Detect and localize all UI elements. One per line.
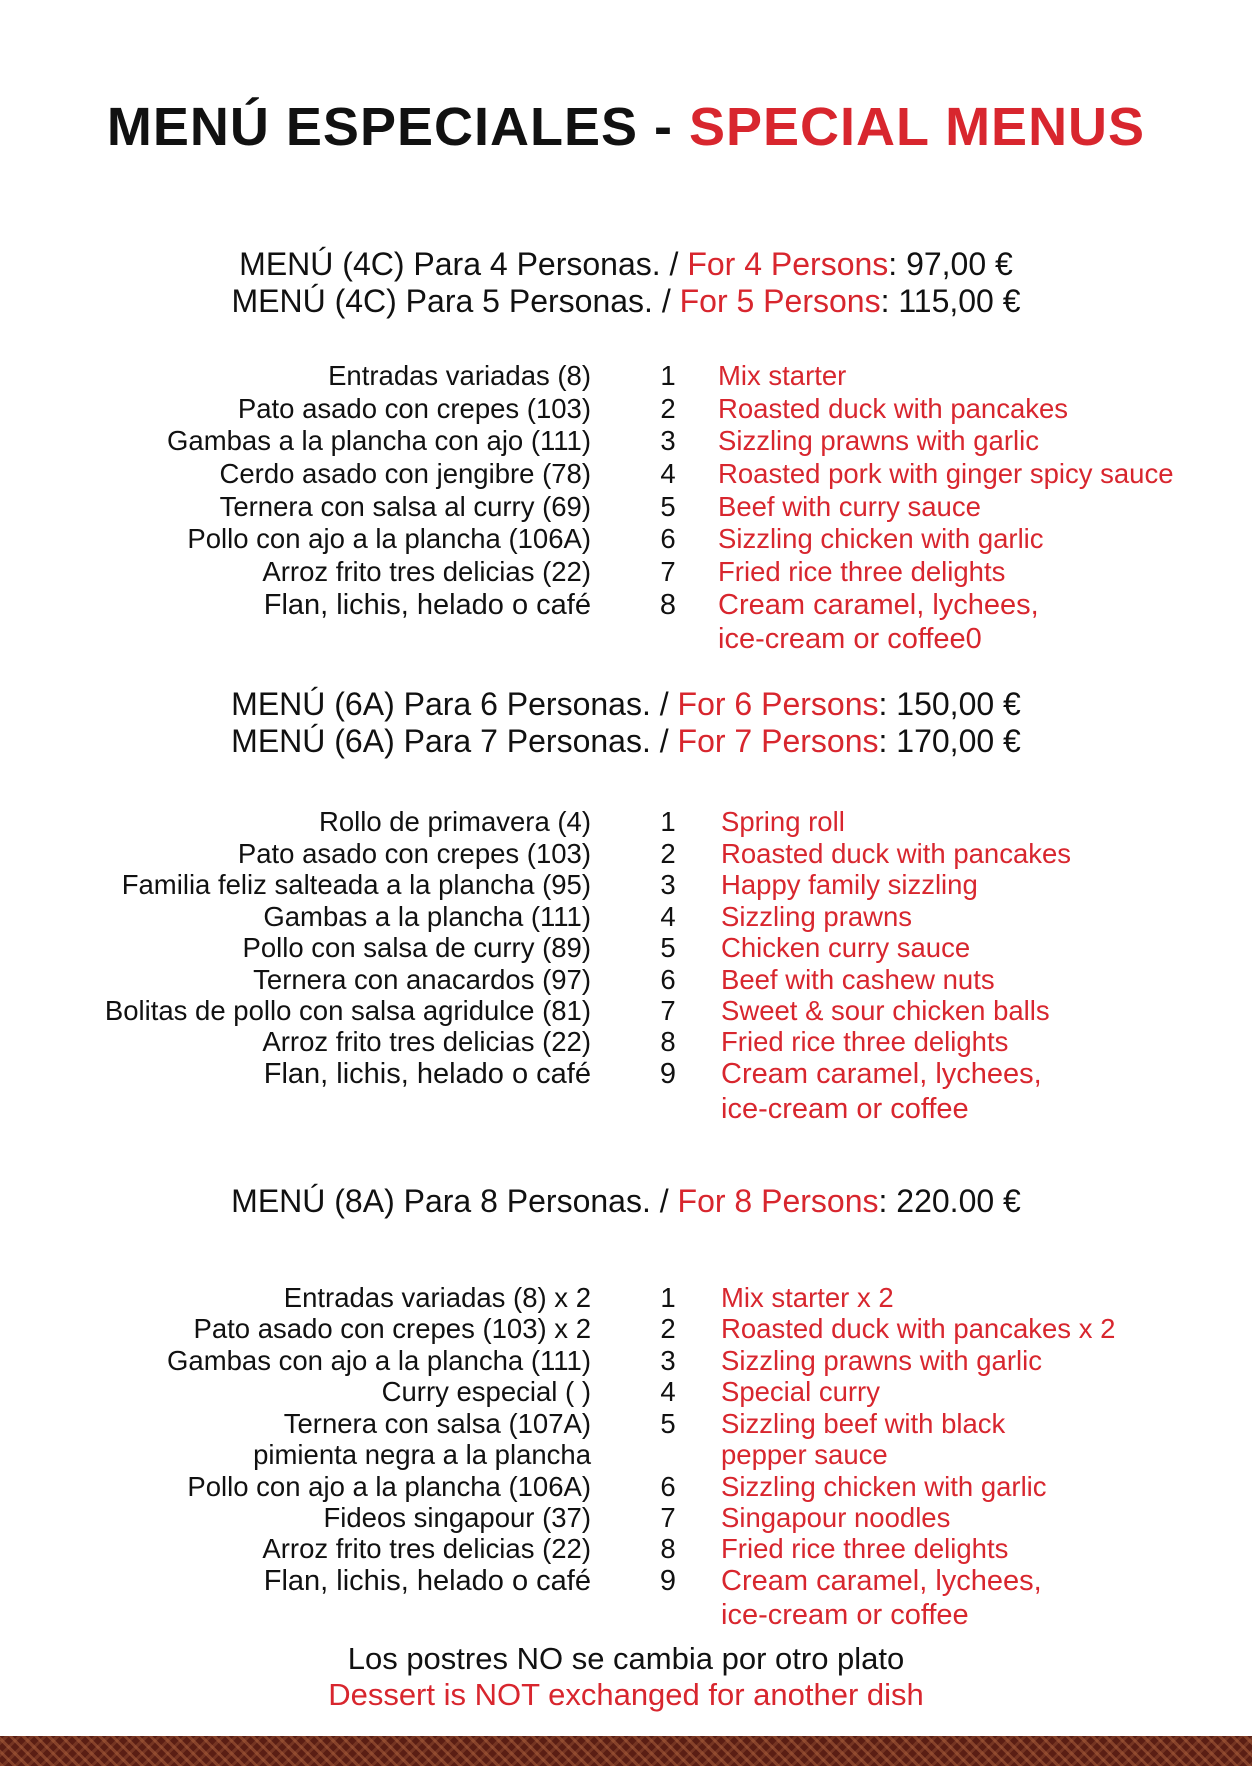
dish-english: Sizzling prawns with garlic (718, 425, 1039, 456)
dish-spanish: Gambas a la plancha con ajo (111) (167, 425, 591, 456)
dish-english: Fried rice three delights (718, 556, 1006, 587)
dish-english: Happy family sizzling (721, 869, 978, 900)
dish-spanish: Bolitas de pollo con salsa agridulce (81) (104, 995, 591, 1026)
dish-spanish: Fideos singapour (37) (323, 1502, 591, 1533)
dish-spanish: Ternera con salsa (107A) (283, 1408, 591, 1439)
menu-6a-price-line (0, 723, 1252, 760)
dish-english: Roasted duck with pancakes x 2 (721, 1313, 1116, 1344)
title-spanish: MENÚ ESPECIALES - (106, 97, 689, 157)
dish-spanish: Pato asado con crepes (103) (237, 838, 591, 869)
dish-number: 9 (659, 1058, 677, 1090)
dish-number: 6 (660, 1471, 676, 1502)
dish-spanish: Pato asado con crepes (103) x 2 (193, 1313, 591, 1344)
dish-number: 1 (660, 1282, 676, 1313)
dish-english: Sweet & sour chicken balls (721, 995, 1050, 1026)
dish-spanish: Arroz frito tres delicias (22) (262, 1533, 591, 1564)
dish-spanish: Flan, lichis, helado o café (263, 1058, 591, 1090)
persons-label: For 4 Persons (687, 246, 889, 282)
dish-english: Mix starter (718, 360, 847, 391)
persons-label: For 8 Persons (677, 1183, 879, 1219)
dish-spanish: Entradas variadas (8) x 2 (283, 1282, 591, 1313)
dish-english: Roasted duck with pancakes (721, 838, 1072, 869)
dish-spanish: Pollo con ajo a la plancha (106A) (187, 1471, 591, 1502)
dish-number: 1 (660, 806, 676, 837)
dish-english: Fried rice three delights (721, 1026, 1009, 1057)
dish-english-continued: ice-cream or coffee (721, 1599, 969, 1631)
dish-english: Sizzling chicken with garlic (721, 1471, 1047, 1502)
dish-english: Sizzling beef with black (721, 1408, 1006, 1439)
persons-label: For 5 Persons (679, 283, 881, 319)
menu-8a-price-line (0, 1183, 1252, 1220)
dish-number: 4 (660, 458, 676, 489)
dish-english: Roasted duck with pancakes (718, 393, 1069, 424)
dish-spanish: Entradas variadas (8) (328, 360, 591, 391)
dish-english: Beef with curry sauce (718, 491, 981, 522)
menu-price: : 115,00 € (880, 283, 1021, 319)
menu-label: MENÚ (8A) Para 8 Personas. / (231, 1183, 678, 1219)
menu-6a-price-line (0, 686, 1252, 723)
persons-label: For 6 Persons (677, 686, 879, 722)
title-english: SPECIAL MENUS (689, 97, 1146, 157)
dish-spanish: Arroz frito tres delicias (22) (262, 556, 591, 587)
dish-number: 8 (660, 1533, 676, 1564)
dish-spanish: Ternera con salsa al curry (69) (219, 491, 591, 522)
dish-spanish: Familia feliz salteada a la plancha (95) (121, 869, 591, 900)
dish-english: Fried rice three delights (721, 1533, 1009, 1564)
menu-price: : 150,00 € (878, 686, 1021, 722)
dish-spanish-continued: pimienta negra a la plancha (253, 1439, 591, 1470)
dish-number: 7 (660, 1502, 676, 1533)
menu-price: : 170,00 € (878, 723, 1021, 759)
dish-number: 4 (660, 901, 676, 932)
dish-english-continued: ice-cream or coffee (721, 1093, 969, 1125)
dish-number: 3 (660, 425, 676, 456)
menu-price: : 220.00 € (878, 1183, 1021, 1219)
dish-english: Sizzling prawns with garlic (721, 1345, 1042, 1376)
dish-spanish: Pato asado con crepes (103) (237, 393, 591, 424)
dish-number: 1 (660, 360, 676, 391)
dish-spanish: Rollo de primavera (4) (318, 806, 591, 837)
dish-english: Beef with cashew nuts (721, 964, 995, 995)
dish-english: Chicken curry sauce (721, 932, 971, 963)
dish-spanish: Flan, lichis, helado o café (263, 589, 591, 621)
dish-number: 5 (660, 491, 676, 522)
menu-label: MENÚ (6A) Para 7 Personas. / (231, 723, 678, 759)
dish-spanish: Gambas a la plancha (111) (263, 901, 591, 932)
dish-number: 3 (660, 1345, 676, 1376)
dish-number: 9 (659, 1565, 677, 1597)
menu-price: : 97,00 € (888, 246, 1013, 282)
menu-label: MENÚ (4C) Para 4 Personas. / (239, 246, 688, 282)
dish-spanish: Curry especial ( ) (381, 1376, 591, 1407)
dish-spanish: Cerdo asado con jengibre (78) (219, 458, 591, 489)
dish-number: 3 (660, 869, 676, 900)
dish-spanish: Pollo con ajo a la plancha (106A) (187, 523, 591, 554)
dish-spanish: Ternera con anacardos (97) (253, 964, 591, 995)
dish-english: Sizzling chicken with garlic (718, 523, 1044, 554)
dish-number: 5 (660, 932, 676, 963)
dish-number: 8 (659, 589, 677, 621)
menu-4c-price-line (0, 246, 1252, 283)
menu-4c-price-line (0, 283, 1252, 320)
dish-english: Spring roll (721, 806, 845, 837)
dish-english: Roasted pork with ginger spicy sauce (718, 458, 1174, 489)
dish-spanish: Gambas con ajo a la plancha (111) (167, 1345, 591, 1376)
dish-number: 8 (660, 1026, 676, 1057)
dish-number: 2 (660, 1313, 676, 1344)
dish-spanish: Arroz frito tres delicias (22) (262, 1026, 591, 1057)
footer-note-spanish: Los postres NO se cambia por otro plato (347, 1641, 905, 1676)
dish-number: 4 (660, 1376, 676, 1407)
dish-english-continued: ice-cream or coffee0 (718, 623, 982, 655)
dish-spanish: Flan, lichis, helado o café (263, 1565, 591, 1597)
dish-english-continued: pepper sauce (721, 1439, 888, 1470)
dish-number: 5 (660, 1408, 676, 1439)
dish-english: Cream caramel, lychees, (721, 1058, 1042, 1090)
dish-number: 6 (660, 964, 676, 995)
footer-note-english: Dessert is NOT exchanged for another dish (328, 1677, 924, 1712)
page-title (0, 96, 1252, 158)
dish-spanish: Pollo con salsa de curry (89) (242, 932, 591, 963)
dish-number: 7 (660, 556, 676, 587)
dish-english: Mix starter x 2 (721, 1282, 894, 1313)
dish-number: 7 (660, 995, 676, 1026)
dish-number: 6 (660, 523, 676, 554)
dish-english: Singapour noodles (721, 1502, 951, 1533)
dish-english: Special curry (721, 1376, 880, 1407)
dish-english: Cream caramel, lychees, (718, 589, 1039, 621)
dish-number: 2 (660, 393, 676, 424)
decorative-border (0, 1736, 1252, 1766)
dish-english: Sizzling prawns (721, 901, 913, 932)
dish-english: Cream caramel, lychees, (721, 1565, 1042, 1597)
persons-label: For 7 Persons (677, 723, 879, 759)
menu-label: MENÚ (4C) Para 5 Personas. / (231, 283, 680, 319)
dish-number: 2 (660, 838, 676, 869)
menu-label: MENÚ (6A) Para 6 Personas. / (231, 686, 678, 722)
